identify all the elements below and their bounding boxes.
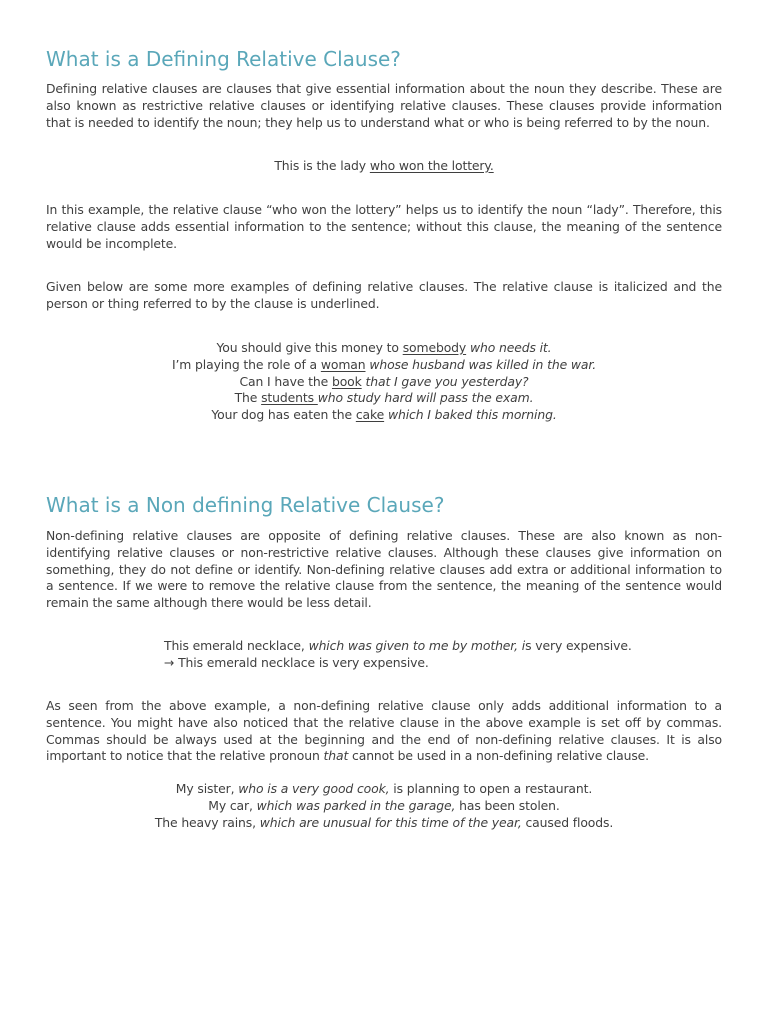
example-text: My car, xyxy=(208,797,257,813)
example-text: The xyxy=(234,390,262,406)
non-defining-examples-list xyxy=(46,781,722,831)
paragraph-text: As seen from the above example, a non-defining relative clause only adds additional information to a sentence. You might have also noticed that the relative clause in the above example is set off by commas. Commas should be always used at the beginning and the end of non-defining relative clauses. It is also important to notice that the relative pronoun xyxy=(46,698,722,764)
example-line-2: → This emerald necklace is very expensive. xyxy=(164,654,429,670)
defining-examples-list xyxy=(46,340,722,424)
paragraph-non-defining-explanation xyxy=(46,698,722,765)
list-item xyxy=(46,407,722,424)
paragraph-non-defining-intro: Non-defining relative clauses are opposite of defining relative clauses. These are also known as non-identifying relative clauses or non-restrictive relative clauses. Although these clauses give information on something, they do not define or identify. Non-defining relative clauses add extra or additional information to a sentence. If we were to remove the relative clause from the sentence, the meaning of the sentence would remain the same although there would be less detail. xyxy=(46,528,722,611)
paragraph-defining-explanation: In this example, the relative clause “who won the lottery” helps us to identify the noun “lady”. Therefore, this relative clause adds essential information to the sentence; without this clause, the meaning of the sentence would be incomplete. xyxy=(46,202,722,251)
example-noun: cake xyxy=(355,407,385,423)
paragraph-text: cannot be used in a non-defining relative clause. xyxy=(348,748,649,764)
section-title-non-defining: What is a Non defining Relative Clause? xyxy=(46,493,445,517)
example-text: is planning to open a restaurant. xyxy=(389,781,593,796)
example-lady xyxy=(46,158,722,175)
paragraph-defining-intro: Defining relative clauses are clauses that give essential information about the noun they describe. These are also known as restrictive relative clauses or identifying relative clauses. These clauses provide information that is needed to identify the noun; they help us to understand what or who is being referred to by the noun. xyxy=(46,81,722,130)
example-noun: book xyxy=(331,373,362,389)
example-text: caused floods. xyxy=(521,814,614,830)
example-text: Your dog has eaten the xyxy=(211,407,356,423)
example-underlined-clause: who won the lottery. xyxy=(369,158,494,173)
section-title-defining: What is a Defining Relative Clause? xyxy=(46,47,401,71)
example-clause: which was parked in the garage, xyxy=(256,797,456,813)
example-text: The heavy rains, xyxy=(154,814,260,830)
emphasized-word: that xyxy=(323,748,349,764)
list-item xyxy=(46,781,722,798)
example-text: has been stolen. xyxy=(455,797,560,813)
example-clause: that I gave you yesterday? xyxy=(361,373,529,389)
example-clause: whose husband was killed in the war. xyxy=(365,356,597,372)
example-clause: which are unusual for this time of the year, xyxy=(259,814,522,830)
example-line-1 xyxy=(164,638,684,655)
list-item xyxy=(46,374,722,391)
example-noun: students xyxy=(261,390,318,406)
example-noun: woman xyxy=(320,356,366,372)
example-noun: somebody xyxy=(402,340,467,355)
list-item xyxy=(46,357,722,374)
example-text: You should give this money to xyxy=(216,340,403,355)
example-text: I’m playing the role of a xyxy=(171,356,321,372)
list-item xyxy=(46,390,722,407)
paragraph-defining-more-examples: Given below are some more examples of defining relative clauses. The relative clause is italicized and the person or thing referred to by the clause is underlined. xyxy=(46,279,722,311)
example-clause: which was given to me by mother, i xyxy=(308,638,526,653)
example-text: s very expensive. xyxy=(525,638,632,653)
list-item xyxy=(46,815,722,832)
example-text: This emerald necklace, xyxy=(164,638,309,653)
example-clause: which I baked this morning. xyxy=(384,407,557,423)
list-item xyxy=(46,798,722,815)
list-item xyxy=(46,340,722,357)
non-defining-example xyxy=(164,638,684,672)
example-clause: who is a very good cook, xyxy=(238,781,390,796)
example-clause: who needs it. xyxy=(466,340,552,355)
example-clause: who study hard will pass the exam. xyxy=(317,390,534,406)
example-text: My sister, xyxy=(175,781,239,796)
example-text: Can I have the xyxy=(239,373,332,389)
example-text: This is the lady xyxy=(274,158,370,173)
